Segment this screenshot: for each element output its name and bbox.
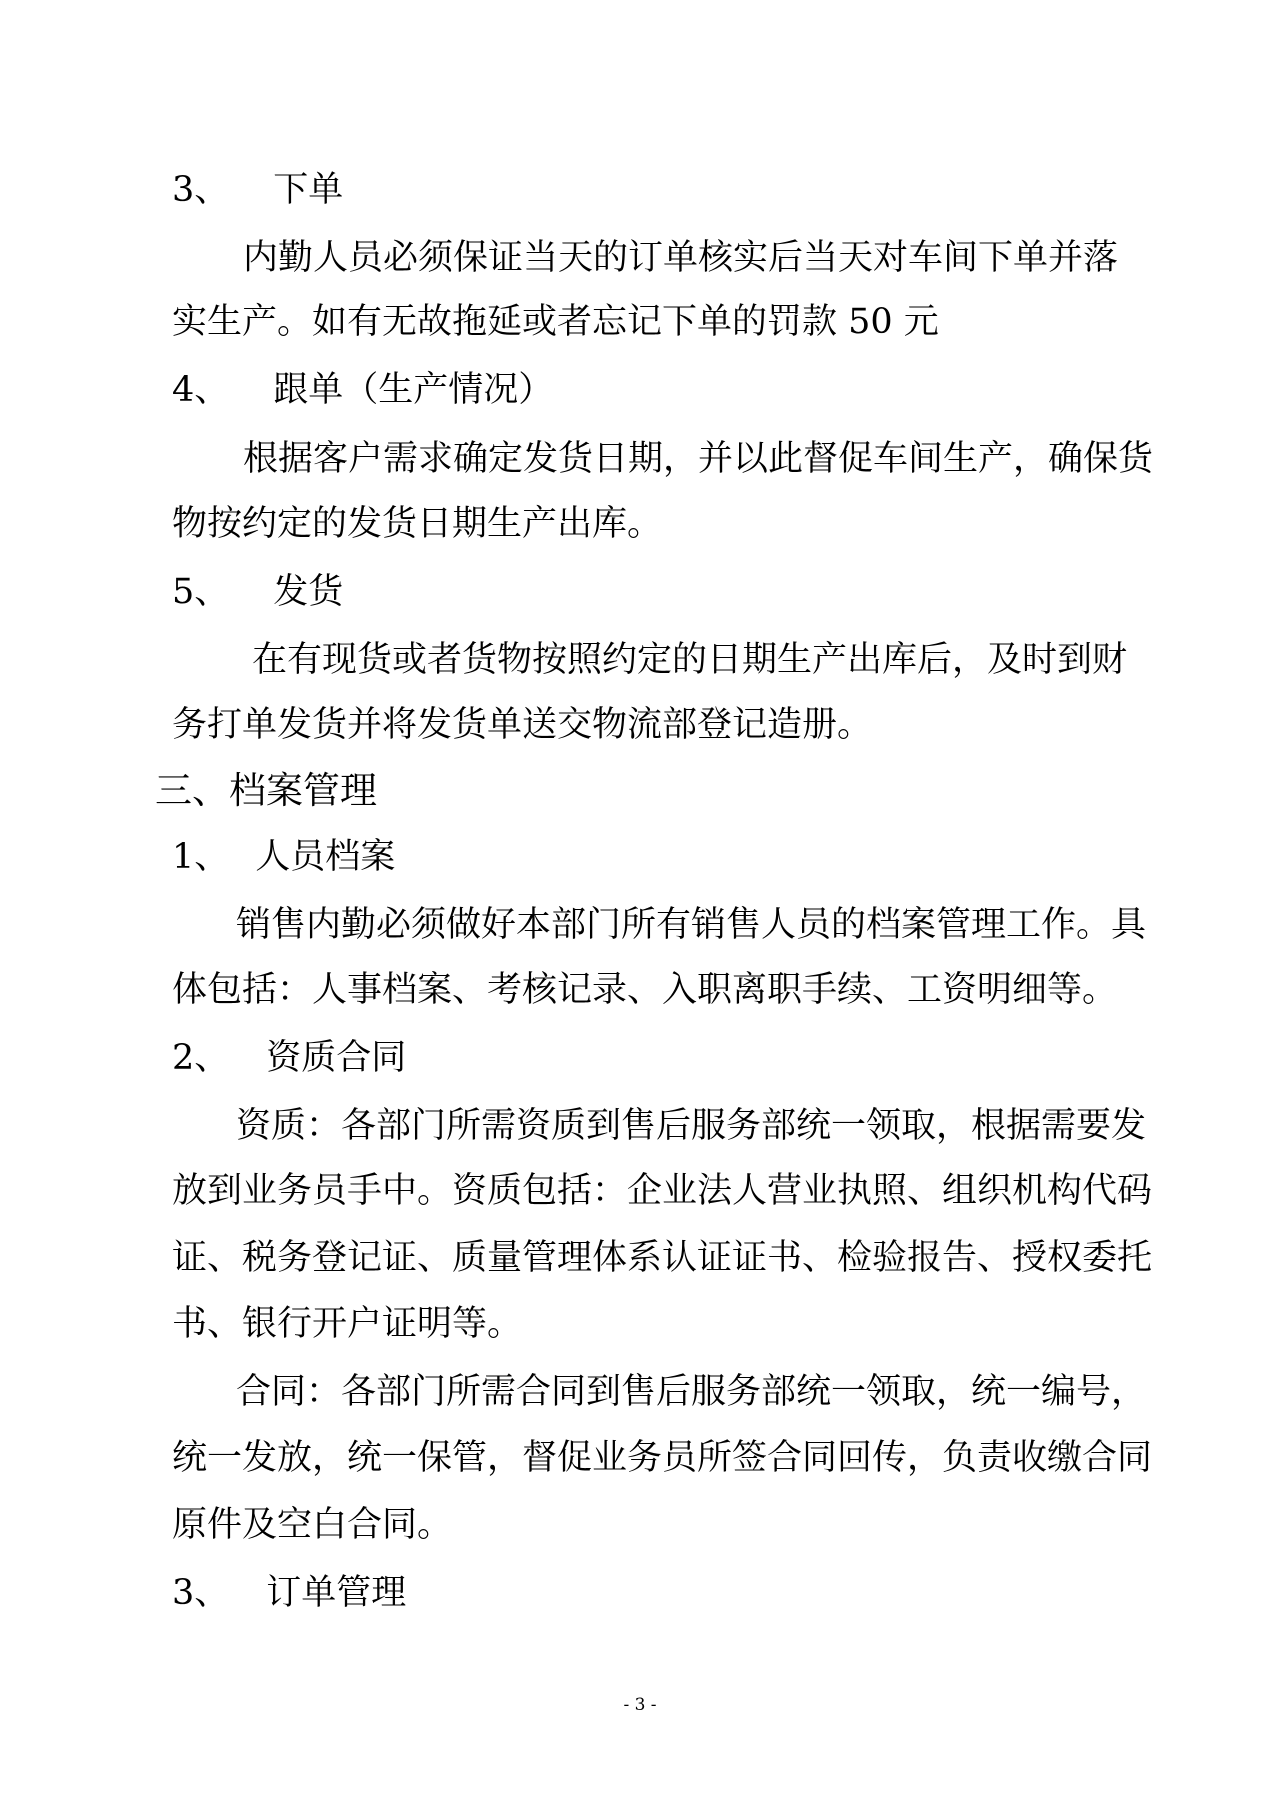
item-title: 跟单（生产情况） [273, 370, 554, 410]
item-heading [172, 570, 343, 614]
item-heading [172, 168, 343, 212]
item-number: 3、 [172, 1573, 230, 1613]
item-heading [172, 835, 395, 879]
paragraph-line: 销售内勤必须做好本部门所有销售人员的档案管理工作。具 [236, 905, 1147, 945]
paragraph-line: 统一发放，统一保管，督促业务员所签合同回传，负责收缴合同 [172, 1438, 1153, 1478]
section-heading: 三、档案管理 [155, 769, 377, 812]
item-heading [172, 1571, 406, 1615]
item-number: 5、 [172, 572, 230, 612]
page-number: - 3 - [623, 1695, 657, 1715]
paragraph-line: 书、银行开户证明等。 [172, 1304, 523, 1344]
item-title: 发货 [273, 572, 344, 612]
item-number: 2、 [172, 1038, 230, 1078]
item-number: 4、 [172, 370, 230, 410]
paragraph-line: 放到业务员手中。资质包括：企业法人营业执照、组织机构代码 [172, 1171, 1153, 1211]
item-title: 资质合同 [266, 1038, 407, 1078]
item-heading [172, 1036, 406, 1080]
paragraph-line: 资质：各部门所需资质到售后服务部统一领取，根据需要发 [236, 1106, 1147, 1146]
item-number: 1、 [172, 837, 230, 877]
paragraph-line: 合同：各部门所需合同到售后服务部统一领取，统一编号， [236, 1372, 1147, 1412]
paragraph-line: 务打单发货并将发货单送交物流部登记造册。 [172, 705, 873, 745]
paragraph-line: 体包括：人事档案、考核记录、入职离职手续、工资明细等。 [172, 970, 1118, 1010]
paragraph-line: 在有现货或者货物按照约定的日期生产出库后，及时到财 [252, 640, 1128, 680]
paragraph-line: 物按约定的发货日期生产出库。 [172, 504, 663, 544]
paragraph-line: 证、税务登记证、质量管理体系认证证书、检验报告、授权委托 [172, 1238, 1153, 1278]
paragraph-line: 实生产。如有无故拖延或者忘记下单的罚款 50 元 [172, 302, 939, 342]
item-number: 3、 [172, 170, 230, 210]
item-title: 人员档案 [255, 837, 396, 877]
paragraph-line: 原件及空白合同。 [172, 1505, 453, 1545]
item-title: 订单管理 [266, 1573, 407, 1613]
paragraph-line: 根据客户需求确定发货日期，并以此督促车间生产，确保货 [243, 439, 1154, 479]
item-heading [172, 368, 553, 412]
paragraph-line: 内勤人员必须保证当天的订单核实后当天对车间下单并落 [243, 238, 1119, 278]
item-title: 下单 [273, 170, 344, 210]
